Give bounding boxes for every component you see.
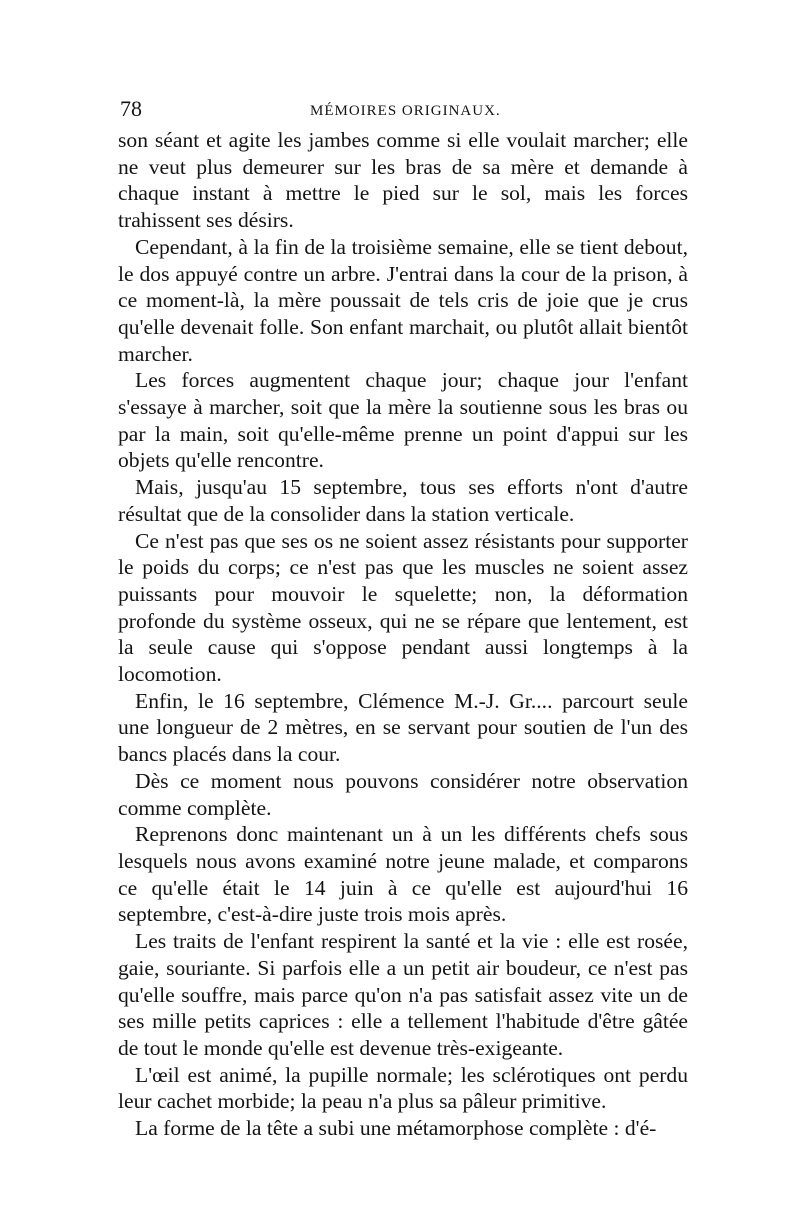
page-header [120,96,686,126]
paragraph: Ce n'est pas que ses os ne soient assez résistants pour supporter le poids du corps; ce n'est pas que les muscles ne soient assez puissants pour mouvoir le squelette; non, la déformation profonde du système osseux, qui ne se répare que lentement, est la seule cause qui s'oppose pendant aussi longtemps à la locomotion. [118,528,688,687]
paragraph: Dès ce moment nous pouvons considérer notre observation comme complète. [118,768,688,820]
paragraph: Les traits de l'enfant respirent la santé et la vie : elle est rosée, gaie, souriante. Si parfois elle a un petit air boudeur, ce n'est pas qu'elle souffre, mais parce qu'on n'a pas satisfait assez vite un de ses mille petits caprices : elle a tellement l'habitude d'être gâtée de tout le monde qu'elle est devenue très-exigeante. [118,929,688,1060]
paragraph: Enfin, le 16 septembre, Clémence M.-J. Gr.... parcourt seule une longueur de 2 mètres, en se servant pour soutien de l'un des bancs placés dans la cour. [118,688,688,767]
paragraph: Cependant, à la fin de la troisième semaine, elle se tient debout, le dos appuyé contre un arbre. J'entrai dans la cour de la prison, à ce moment-là, la mère poussait de tels cris de joie que je crus qu'elle devenait folle. Son enfant marchait, ou plutôt allait bientôt marcher. [118,234,688,366]
paragraph: L'œil est animé, la pupille normale; les sclérotiques ont perdu leur cachet morbide; la peau n'a plus sa pâleur primitive. [118,1062,688,1114]
page-number: 78 [120,96,142,121]
paragraph: Reprenons donc maintenant un à un les différents chefs sous lesquels nous avons examiné notre jeune malade, et comparons ce qu'elle était le 14 juin à ce qu'elle est aujourd'hui 16 septembre, c'est-à-dire juste trois mois après. [118,822,688,927]
body-text [118,127,688,1142]
paragraph-continuation: son séant et agite les jambes comme si elle voulait marcher; elle ne veut plus demeurer sur les bras de sa mère et demande à chaque instant à mettre le pied sur le sol, mais les forces trahissent ses désirs. [118,128,688,233]
paragraph: La forme de la tête a subi une métamorphose complète : d'é- [135,1116,657,1141]
running-head: MÉMOIRES ORIGINAUX. [310,103,501,119]
paragraph: Mais, jusqu'au 15 septembre, tous ses efforts n'ont d'autre résultat que de la consolider dans la station verticale. [118,475,688,526]
paragraph: Les forces augmentent chaque jour; chaque jour l'enfant s'essaye à marcher, soit que la mère la soutienne sous les bras ou par la main, soit qu'elle-même prenne un point d'appui sur les objets qu'elle rencontre. [118,368,688,473]
